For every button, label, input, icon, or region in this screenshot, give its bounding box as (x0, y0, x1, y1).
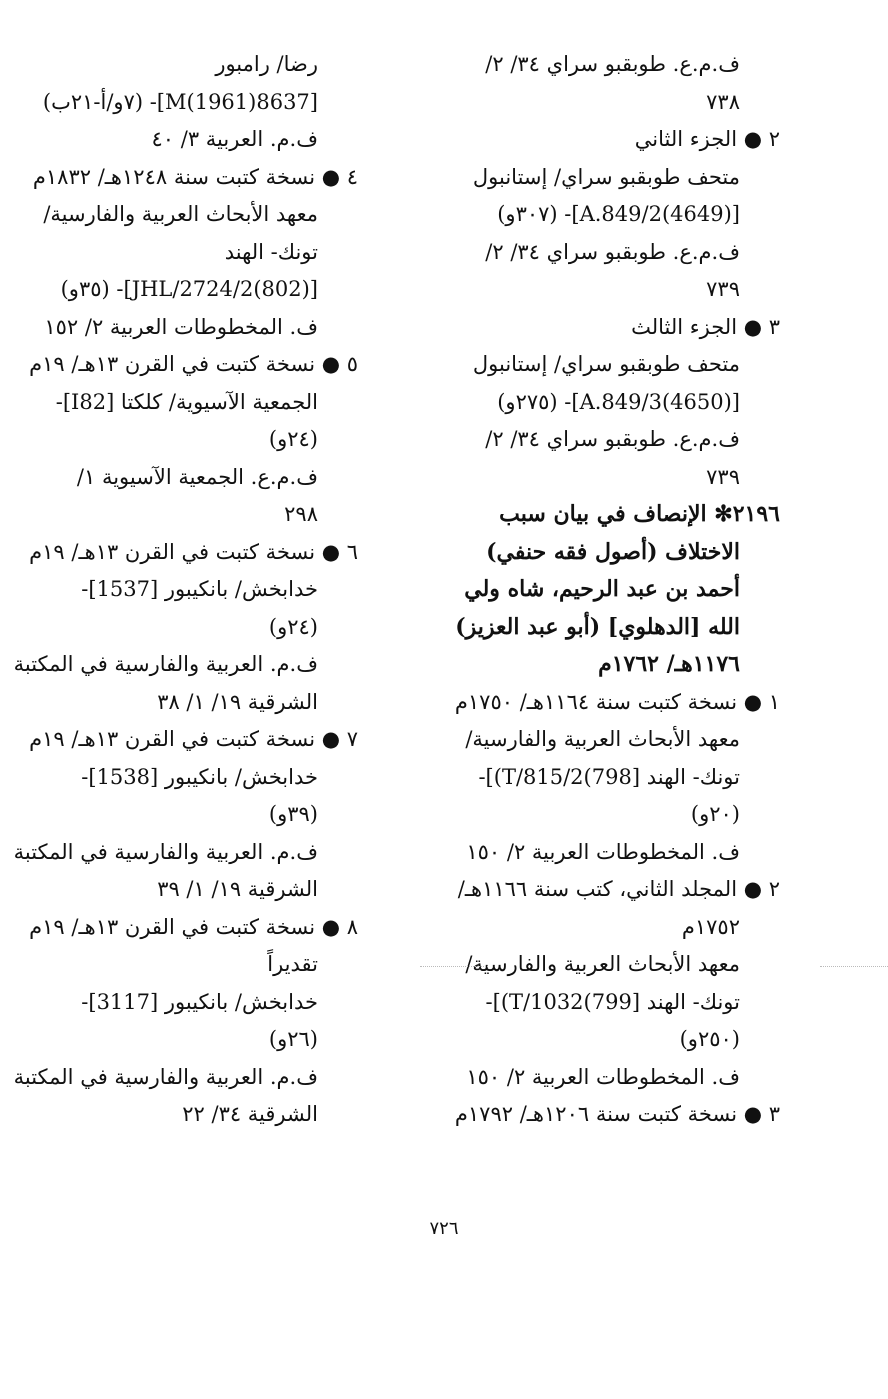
text-line: ف.م.ع. الجمعية الآسيوية ١/ (76, 464, 318, 489)
entry-part-heading: ٢ ● المجلد الثاني، كتب سنة ١١٦٦هـ/ (457, 877, 780, 901)
text-line: الجمعية الآسيوية/ كلكتا [I82]- (55, 389, 318, 414)
entry-part-heading: ٧ ● نسخة كتبت في القرن ١٣هـ/ ١٩م (29, 727, 358, 751)
entry-part-heading: ٤ ● نسخة كتبت سنة ١٢٤٨هـ/ ١٨٣٢م (32, 164, 358, 189)
text-line: تقديراً (267, 952, 318, 976)
text-line: الشرقية ٣٤/ ٢٢ (182, 1102, 318, 1126)
entry-part-heading: ٢ ● الجزء الثاني (634, 127, 780, 151)
text-line: ف. المخطوطات العربية ٢/ ١٥٠ (466, 1064, 740, 1089)
entry-author: أحمد بن عبد الرحيم، شاه ولي (464, 576, 740, 602)
text-line: ف.م.ع. طوبقبو سراي ٣٤/ ٢/ (485, 427, 740, 451)
text-line: خدابخش/ بانكيبور [1537]- (81, 577, 318, 601)
entry-part-heading: ٨ ● نسخة كتبت في القرن ١٣هـ/ ١٩م (29, 914, 358, 939)
entry-title: ٢١٩٦✻ الإنصاف في بيان سبب (499, 501, 780, 527)
text-line: (٢٠و) (690, 802, 740, 826)
text-line: الشرقية ١٩/ ١/ ٣٩ (157, 877, 318, 901)
text-line: ف.م. العربية والفارسية في المكتبة (13, 1064, 318, 1089)
text-line: [A.849/3(4650)]- (٢٧٥و) (497, 389, 740, 414)
text-line: تونك- الهند [798)T/815/2)]- (478, 764, 740, 789)
text-line: ف. المخطوطات العربية ٢/ ١٥٢ (44, 314, 318, 339)
text-line: ٧٣٨ (706, 89, 740, 114)
text-line: (٢٤و) (268, 614, 318, 639)
entry-title: الاختلاف (أصول فقه حنفي) (486, 538, 740, 565)
text-line: تونك- الهند (224, 239, 318, 264)
entry-part-heading: ١ ● نسخة كتبت سنة ١١٦٤هـ/ ١٧٥٠م (454, 689, 780, 714)
text-line: خدابخش/ بانكيبور [3117]- (81, 989, 318, 1014)
entry-part-heading: ٥ ● نسخة كتبت في القرن ١٣هـ/ ١٩م (29, 352, 358, 376)
text-line: (٢٥٠و) (679, 1027, 740, 1051)
text-line: متحف طوبقبو سراي/ إستانبول (472, 164, 740, 189)
text-line: (٣٩و) (268, 802, 318, 826)
text-line: ٢٩٨ (284, 502, 318, 526)
text-line: تونك- الهند [799)T/1032)]- (485, 989, 740, 1014)
text-line: ف.م. العربية والفارسية في المكتبة (13, 652, 318, 676)
text-line: ١٧٥٢م (681, 914, 740, 939)
scan-artifact-divider (820, 966, 888, 967)
text-line: (٢٦و) (268, 1027, 318, 1051)
text-line: الشرقية ١٩/ ١/ ٣٨ (157, 689, 318, 714)
text-line: [A.849/2(4649)]- (٣٠٧و) (497, 202, 740, 226)
text-line: رضا/ رامبور (215, 52, 318, 76)
right-column (450, 46, 780, 1134)
text-line: خدابخش/ بانكيبور [1538]- (81, 764, 318, 789)
text-line: (٢٤و) (268, 427, 318, 451)
entry-author: الله [الدهلوي] (أبو عبد العزيز) (455, 613, 740, 640)
text-line: ٧٣٩ (706, 277, 740, 301)
text-line: ف. المخطوطات العربية ٢/ ١٥٠ (466, 839, 740, 864)
text-line: معهد الأبحاث العربية والفارسية/ (465, 952, 740, 976)
entry-part-heading: ٣ ● نسخة كتبت سنة ١٢٠٦هـ/ ١٧٩٢م (454, 1102, 780, 1126)
left-column (13, 46, 358, 1134)
text-line: معهد الأبحاث العربية والفارسية/ (43, 202, 318, 226)
entry-part-heading: ٦ ● نسخة كتبت في القرن ١٣هـ/ ١٩م (29, 539, 358, 564)
text-line: ف.م. العربية ٣/ ٤٠ (151, 127, 318, 151)
entry-part-heading: ٣ ● الجزء الثالث (631, 314, 780, 339)
text-line: ف.م. العربية والفارسية في المكتبة (13, 839, 318, 864)
text-line: متحف طوبقبو سراي/ إستانبول (472, 352, 740, 376)
text-line: ف.م.ع. طوبقبو سراي ٣٤/ ٢/ (485, 239, 740, 264)
text-line: معهد الأبحاث العربية والفارسية/ (465, 727, 740, 751)
page-number: ٧٢٦ (429, 1218, 459, 1239)
text-line: [M(1961)8637]- (٧و/أ-٢١ب) (42, 89, 318, 114)
entry-date: ١١٧٦هـ/ ١٧٦٢م (598, 651, 740, 677)
scan-artifact-divider (420, 966, 488, 967)
text-line: [JHL/2724/2(802)]- (٣٥و) (60, 277, 318, 301)
text-line: ف.م.ع. طوبقبو سراي ٣٤/ ٢/ (485, 52, 740, 76)
text-line: ٧٣٩ (706, 464, 740, 489)
